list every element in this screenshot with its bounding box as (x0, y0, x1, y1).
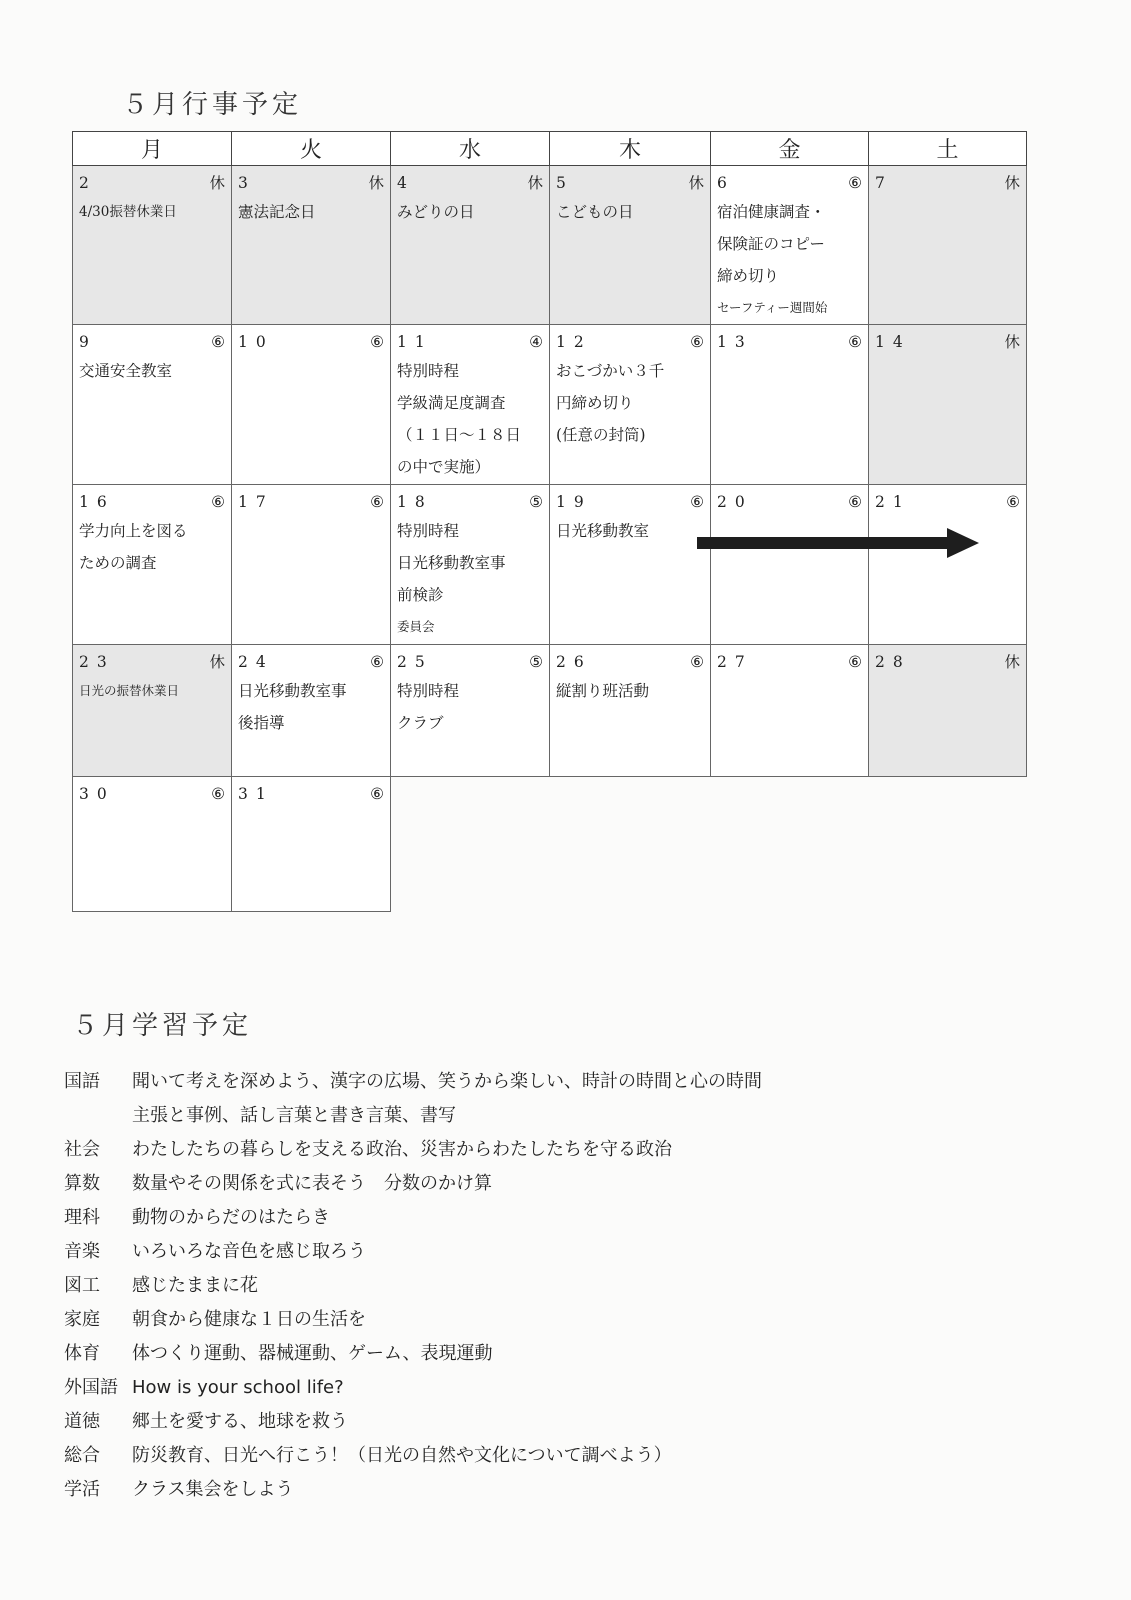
event-text: みどりの日 (397, 203, 475, 221)
subject-content: How is your school life? (132, 1377, 344, 1398)
day-mark: ⑥ (690, 333, 704, 351)
study-row (64, 1133, 762, 1167)
subject-content: 感じたままに花 (132, 1275, 258, 1296)
subject-label: 体育 (64, 1343, 100, 1364)
subject-content: 防災教育、日光へ行こう！（日光の自然や文化について調べよう） (132, 1445, 672, 1466)
event-text: こどもの日 (556, 203, 634, 221)
event-text: 特別時程 (397, 682, 460, 700)
event-text: 日光移動教室事 (238, 682, 347, 700)
day-mark: ⑥ (848, 174, 862, 192)
subject-content: 数量やその関係を式に表そう 分数のかけ算 (132, 1173, 492, 1194)
study-row (64, 1065, 762, 1099)
day-number: 28 (875, 653, 911, 671)
event-text: 特別時程 (397, 522, 460, 540)
calendar-day-cell (73, 645, 232, 777)
subject-content: 朝食から健康な１日の生活を (132, 1309, 366, 1330)
day-number: 26 (556, 653, 592, 671)
event-text: の中で実施） (397, 458, 491, 476)
day-number: 2 (79, 174, 97, 192)
study-row (64, 1439, 762, 1473)
calendar-day-cell (869, 325, 1027, 485)
subject-content: 主張と事例、話し言葉と書き言葉、書写 (132, 1105, 456, 1126)
day-mark: ⑥ (848, 333, 862, 351)
subject-content: クラス集会をしよう (132, 1479, 294, 1500)
event-text: 縦割り班活動 (556, 682, 650, 700)
day-mark: 休 (368, 174, 384, 192)
event-text: 特別時程 (397, 362, 460, 380)
day-number: 21 (875, 493, 911, 511)
study-title: ５月学習予定 (72, 1011, 253, 1041)
event-note: セーフティー週間始 (717, 300, 828, 315)
day-mark: 休 (1004, 333, 1020, 351)
day-number: 23 (79, 653, 115, 671)
empty-cell (550, 777, 711, 912)
calendar-day-cell (73, 166, 232, 325)
event-text: 締め切り (717, 267, 780, 285)
subject-content: 聞いて考えを深めよう、漢字の広場、笑うから楽しい、時計の時間と心の時間 (132, 1071, 762, 1092)
day-mark: ⑥ (211, 785, 225, 803)
day-mark: ④ (529, 333, 543, 351)
day-mark: ⑥ (370, 493, 384, 511)
calendar-day-cell (232, 485, 391, 645)
subject-label: 算数 (64, 1173, 100, 1194)
study-row (64, 1337, 762, 1371)
day-mark: ⑥ (370, 653, 384, 671)
weekday-header: 月 (73, 132, 232, 166)
study-list (64, 1065, 762, 1507)
event-span-arrow (697, 526, 979, 560)
calendar-day-cell (711, 485, 869, 645)
day-number: 10 (238, 333, 274, 351)
subject-label: 道徳 (64, 1411, 100, 1432)
study-row (64, 1405, 762, 1439)
study-row (64, 1099, 762, 1133)
day-number: 24 (238, 653, 274, 671)
event-text: 交通安全教室 (79, 362, 173, 380)
day-mark: ⑥ (211, 493, 225, 511)
day-mark: ⑥ (370, 785, 384, 803)
calendar-day-cell (391, 645, 550, 777)
event-text: 後指導 (238, 714, 285, 732)
day-number: 14 (875, 333, 911, 351)
event-text: 憲法記念日 (238, 203, 316, 221)
day-mark: ⑥ (211, 333, 225, 351)
calendar-day-cell (869, 166, 1027, 325)
subject-content: わたしたちの暮らしを支える政治、災害からわたしたちを守る政治 (132, 1139, 672, 1160)
calendar-day-cell (391, 325, 550, 485)
subject-label: 国語 (64, 1071, 100, 1092)
empty-cell (711, 777, 869, 912)
event-text: (任意の封筒) (556, 426, 646, 444)
day-number: 11 (397, 333, 433, 351)
study-row (64, 1201, 762, 1235)
subject-label (64, 1099, 132, 1133)
weekday-header: 木 (550, 132, 711, 166)
event-note: 日光の振替休業日 (79, 683, 180, 698)
day-number: 4 (397, 174, 415, 192)
event-text: おこづかい３千 (556, 362, 665, 380)
day-mark: ⑤ (529, 653, 543, 671)
day-mark: ⑥ (848, 653, 862, 671)
subject-content: 体つくり運動、器械運動、ゲーム、表現運動 (132, 1343, 493, 1364)
day-mark: ⑥ (370, 333, 384, 351)
event-text: 学力向上を図る (79, 522, 188, 540)
study-row (64, 1235, 762, 1269)
calendar-table (72, 131, 1027, 912)
calendar-day-cell (711, 325, 869, 485)
event-text: ための調査 (79, 554, 157, 572)
day-number: 30 (79, 785, 115, 803)
calendar-day-cell (711, 645, 869, 777)
day-number: 17 (238, 493, 274, 511)
calendar-day-cell (232, 166, 391, 325)
subject-label: 家庭 (64, 1309, 100, 1330)
calendar-week-row (73, 645, 1027, 777)
calendar-day-cell (711, 166, 869, 325)
day-number: 20 (717, 493, 753, 511)
day-mark: ⑥ (848, 493, 862, 511)
day-number: 27 (717, 653, 753, 671)
subject-label: 学活 (64, 1479, 100, 1500)
day-number: 16 (79, 493, 115, 511)
calendar-day-cell (550, 485, 711, 645)
day-mark: 休 (209, 174, 225, 192)
day-mark: ⑤ (529, 493, 543, 511)
subject-label: 社会 (64, 1139, 100, 1160)
subject-content: 動物のからだのはたらき (132, 1207, 330, 1228)
weekday-header: 土 (869, 132, 1027, 166)
subject-label: 音楽 (64, 1241, 100, 1262)
subject-label: 外国語 (64, 1377, 118, 1398)
day-number: 18 (397, 493, 433, 511)
event-text: 円締め切り (556, 394, 634, 412)
calendar-week-row (73, 166, 1027, 325)
subject-content: いろいろな音色を感じ取ろう (132, 1241, 366, 1262)
day-number: 12 (556, 333, 592, 351)
study-row (64, 1303, 762, 1337)
study-row (64, 1371, 762, 1405)
event-text: 日光移動教室 (556, 522, 650, 540)
day-number: 7 (875, 174, 893, 192)
study-row (64, 1167, 762, 1201)
weekday-header-row (73, 132, 1027, 166)
event-text: 保険証のコピー (717, 235, 825, 253)
subject-label: 図工 (64, 1275, 100, 1296)
event-text: 4/30振替休業日 (79, 204, 177, 220)
weekday-header: 水 (391, 132, 550, 166)
calendar-day-cell (232, 777, 391, 912)
day-mark: 休 (1004, 653, 1020, 671)
calendar-day-cell (550, 645, 711, 777)
day-mark: ⑥ (690, 493, 704, 511)
calendar-day-cell (232, 325, 391, 485)
day-number: 19 (556, 493, 592, 511)
weekday-header: 火 (232, 132, 391, 166)
calendar-day-cell (73, 325, 232, 485)
calendar-week-row (73, 777, 1027, 912)
event-note: 委員会 (397, 619, 435, 634)
event-text: （１１日～１８日 (397, 426, 522, 444)
subject-content: 郷土を愛する、地球を救う (132, 1411, 348, 1432)
calendar-day-cell (869, 485, 1027, 645)
calendar-day-cell (232, 645, 391, 777)
event-text: 宿泊健康調査・ (717, 203, 826, 221)
day-number: 31 (238, 785, 274, 803)
calendar-day-cell (391, 485, 550, 645)
calendar-week-row (73, 325, 1027, 485)
day-number: 25 (397, 653, 433, 671)
day-mark: 休 (209, 653, 225, 671)
study-row (64, 1269, 762, 1303)
day-number: 6 (717, 174, 735, 192)
subject-label: 理科 (64, 1207, 100, 1228)
calendar-day-cell (550, 166, 711, 325)
day-mark: 休 (1004, 174, 1020, 192)
calendar-week-row (73, 485, 1027, 645)
day-mark: 休 (527, 174, 543, 192)
event-text: 日光移動教室事 (397, 554, 506, 572)
day-number: 13 (717, 333, 753, 351)
calendar-day-cell (550, 325, 711, 485)
calendar-day-cell (869, 645, 1027, 777)
event-text: 前検診 (397, 586, 444, 604)
calendar-day-cell (73, 777, 232, 912)
day-number: 9 (79, 333, 97, 351)
subject-label: 総合 (64, 1445, 100, 1466)
event-text: クラブ (397, 714, 444, 732)
calendar-day-cell (73, 485, 232, 645)
day-number: 5 (556, 174, 574, 192)
schedule-title: ５月行事予定 (122, 90, 303, 120)
calendar-day-cell (391, 166, 550, 325)
day-mark: ⑥ (1006, 493, 1020, 511)
day-mark: ⑥ (690, 653, 704, 671)
event-text: 学級満足度調査 (397, 394, 506, 412)
weekday-header: 金 (711, 132, 869, 166)
day-number: 3 (238, 174, 256, 192)
day-mark: 休 (688, 174, 704, 192)
empty-cell (869, 777, 1027, 912)
empty-cell (391, 777, 550, 912)
study-row (64, 1473, 762, 1507)
